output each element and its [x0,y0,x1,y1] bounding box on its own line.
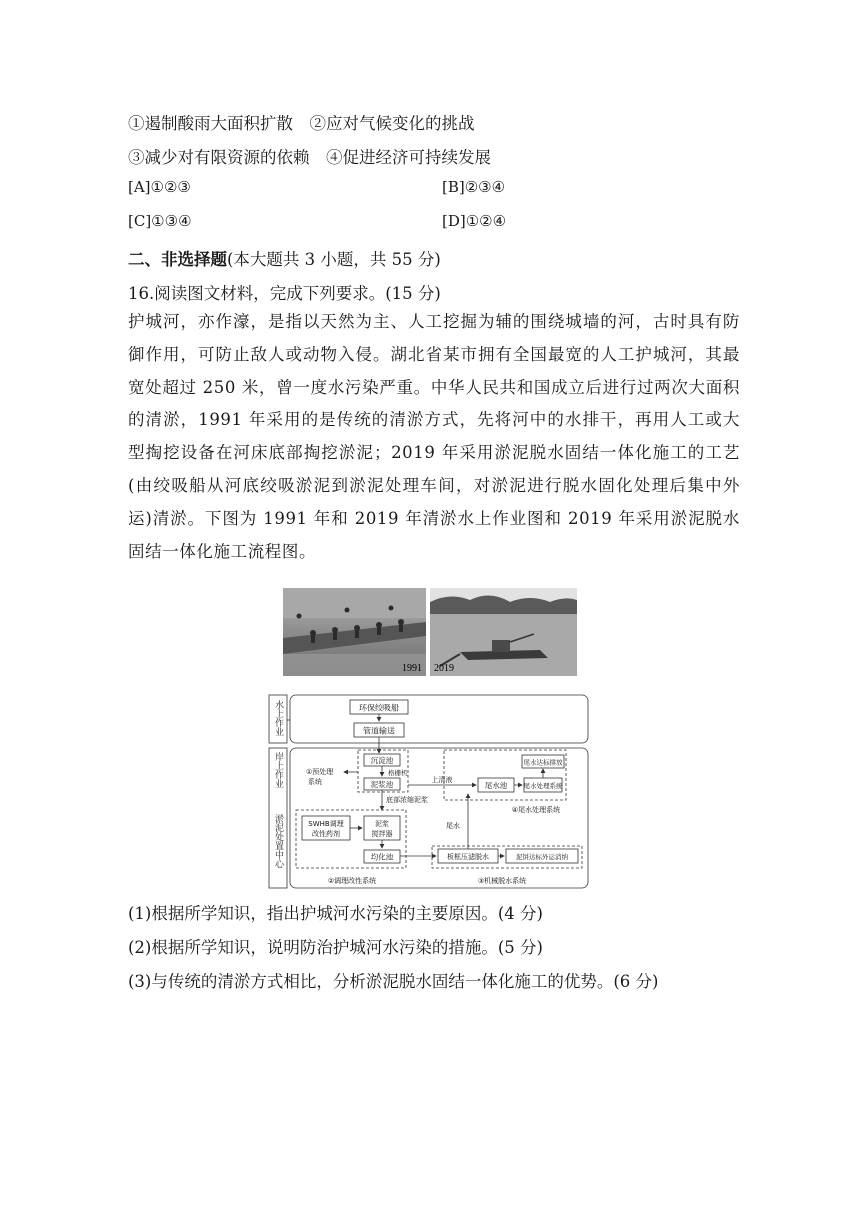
passage: 护城河，亦作濠，是指以天然为主、人工挖掘为辅的围绕城墙的河，古时具有防御作用，可防止敌人或动物入侵。湖北省某市拥有全国最宽的人工护城河，其最宽处超过 250 米，曾一度水污染严重。中华人民共和国成立后进行过两次大面积的清淤，1991 年采用的是传统的清淤方式，先将河中的水排干，再用人工或大型掏挖设备在河床底部掏挖淤泥；2019 年采用淤泥脱水固结一体化施工的工艺(由绞吸船从河底绞吸淤泥到淤泥处理车间，对淤泥进行脱水固化处理后集中外运)清淤。下图为 1991 年和 2019 年清淤水上作业图和 2019 年采用淤泥脱水固结一体化施工流程图。 [128,312,740,561]
swhb-label-1: SWHB调理 [308,820,344,828]
photo-2019 [430,588,577,676]
pipe-label: 管道输送 [363,726,395,736]
conditioning-label: ②调理改性系统 [327,877,377,885]
photo-1991-label: 1991 [402,663,422,674]
grid-label: 格栅机 [388,769,408,777]
dredging-flowchart [266,690,590,890]
mixer-label-2: 搅拌器 [371,830,393,838]
tail-system-label: 尾水处理系统 [523,782,563,790]
homog-label: 均化池 [370,852,394,862]
photo-1991 [283,588,426,676]
option-line-2: ③减少对有限资源的依赖 ④促进经济可持续发展 [128,148,491,167]
side-label-water: 水上作业 [273,700,283,736]
sub-question-1: (1)根据所学知识，指出护城河水污染的主要原因。(4 分) [128,904,543,923]
mech-label: ③机械脱水系统 [477,877,527,885]
choice-a[interactable]: [A]①②③ [128,178,191,196]
side-label-shore: 岸上作业 [273,752,283,788]
section-title: 二、非选择题 [128,250,227,269]
tail-system-group-label: ④尾水处理系统 [511,806,561,814]
tail-standard-label: 尾水达标排放 [523,758,563,767]
section-note: (本大题共 3 小题，共 55 分) [227,250,441,269]
sub-question-3: (3)与传统的清淤方式相比，分析淤泥脱水固结一体化施工的优势。(6 分) [128,972,659,991]
ship-label: 环保绞吸船 [359,703,399,713]
slurry-label: 泥浆池 [370,780,394,789]
swhb-label-2: 改性药剂 [312,830,340,838]
sub-question-2: (2)根据所学知识，说明防治护城河水污染的措施。(5 分) [128,938,543,957]
choice-b[interactable]: [B]②③④ [442,178,506,196]
tail-water-label: 尾水 [446,822,460,830]
water-section [290,695,588,743]
supernatant-label: 上清液 [431,776,453,784]
cake-label: 泥饼达标外运消纳 [516,853,568,861]
tail-pool-label: 尾水池 [484,781,508,790]
section-heading [128,246,441,270]
choice-c[interactable]: [C]①③④ [128,212,192,230]
press-label: 板框压滤脱水 [447,853,489,861]
side-label-center: 淤泥处置中心 [273,814,283,868]
mixer-label-1: 泥浆 [375,820,389,828]
option-line-1: ①遏制酸雨大面积扩散 ②应对气候变化的挑战 [128,114,475,133]
pre-label-2: 系统 [308,778,322,786]
bottom-mud-label: 底部浓缩泥浆 [386,796,428,804]
pre-label-1: ①预处理 [306,768,334,776]
choice-d[interactable]: [D]①②④ [442,212,507,230]
question-16-title: 16.阅读图文材料，完成下列要求。(15 分) [128,284,441,303]
photo-2019-label: 2019 [434,663,454,674]
settle-label: 沉淀池 [370,756,394,765]
